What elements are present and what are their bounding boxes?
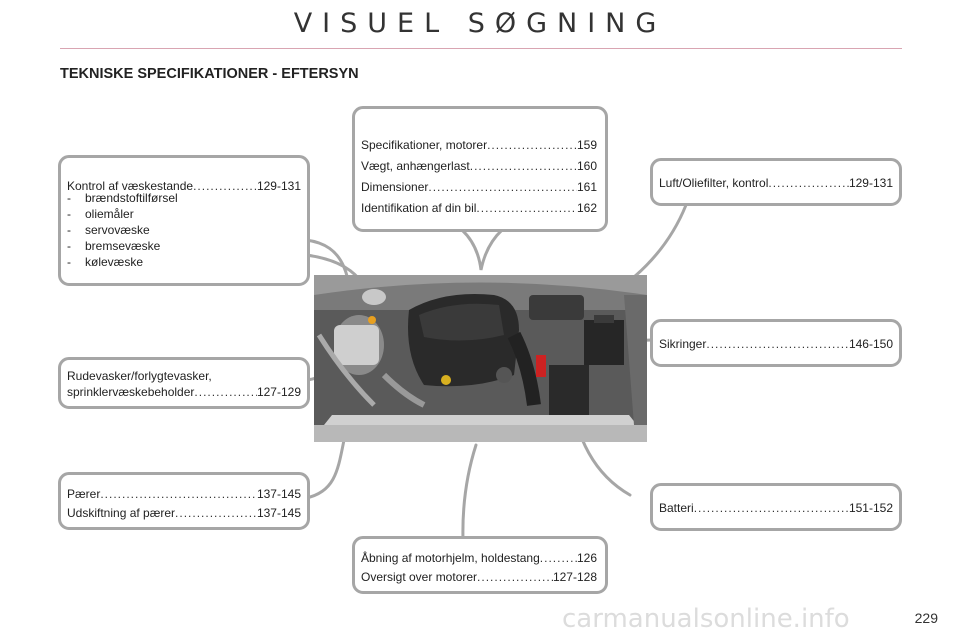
- specifications-box: [352, 106, 608, 232]
- battery-box: [650, 483, 902, 531]
- fluid-levels-box: [58, 155, 310, 286]
- bonnet-row[interactable]: Oversigt over motorer ..... 127-128: [361, 568, 597, 587]
- page-number: 229: [914, 610, 938, 626]
- washer-reservoir-box: [58, 357, 310, 409]
- washer-line1: Rudevasker/forlygtevasker,: [67, 369, 212, 383]
- spec-row[interactable]: Vægt, anhængerlast ..... 160: [361, 156, 597, 177]
- bulbs-row[interactable]: Pærer ..... 137-145: [67, 485, 301, 504]
- page-title: VISUEL SØGNING: [293, 8, 667, 39]
- fuses-box: [650, 319, 902, 367]
- fuses-row[interactable]: Sikringer ..... 146-150: [659, 336, 893, 352]
- leader-dots: [193, 178, 257, 194]
- washer-row[interactable]: sprinklervæskebeholder ..... 127-129: [67, 384, 301, 400]
- fluid-item[interactable]: - oliemåler: [67, 207, 134, 221]
- bulbs-box: [58, 472, 310, 530]
- fluid-levels-pages: 129-131: [256, 179, 301, 193]
- spec-row[interactable]: Specifikationer, motorer ..... 159: [361, 135, 597, 156]
- watermark: carmanualsonline.info: [562, 604, 850, 634]
- bonnet-box: [352, 536, 608, 594]
- spec-row[interactable]: Identifikation af din bil ..... 162: [361, 198, 597, 219]
- fluid-item[interactable]: - kølevæske: [67, 255, 144, 269]
- bonnet-row[interactable]: Åbning af motorhjelm, holdestang ..... 126: [361, 549, 597, 568]
- section-heading: TEKNISKE SPECIFIKATIONER - EFTERSYN: [60, 66, 359, 82]
- fluid-levels-label: Kontrol af væskestande: [67, 179, 194, 193]
- title-rule: [60, 48, 902, 49]
- battery-row[interactable]: Batteri ..... 151-152: [659, 500, 893, 516]
- fluid-item[interactable]: - brændstoftilførsel: [67, 191, 178, 205]
- fluid-item[interactable]: - bremsevæske: [67, 239, 161, 253]
- engine-bay-image: [314, 275, 647, 442]
- bulbs-row[interactable]: Udskiftning af pærer ..... 137-145: [67, 504, 301, 523]
- spec-row[interactable]: Dimensioner ..... 161: [361, 177, 597, 198]
- fluid-item[interactable]: - servovæske: [67, 223, 150, 237]
- filter-check-row[interactable]: Luft/Oliefilter, kontrol ..... 129-131: [659, 175, 893, 191]
- filter-check-box: [650, 158, 902, 206]
